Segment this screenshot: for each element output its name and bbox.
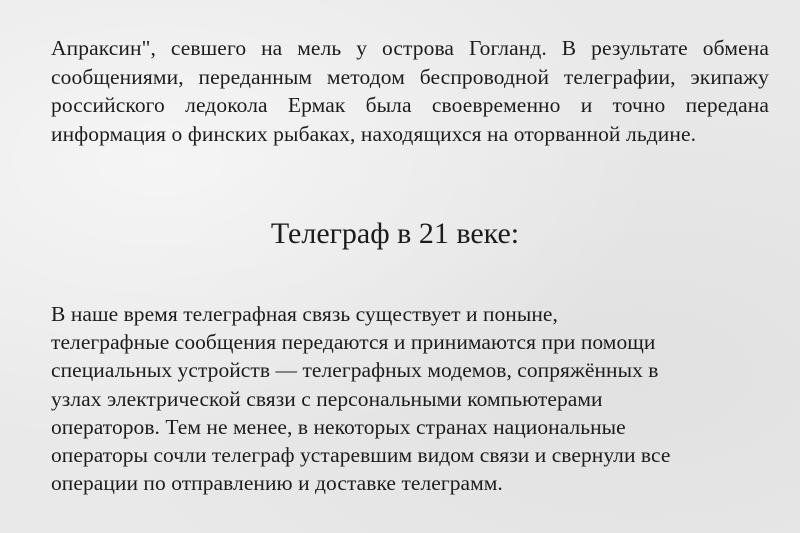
paragraph-line: специальных устройств — телеграфных модемов, сопряжённых в	[51, 358, 659, 383]
paragraph-line: узлах электрической связи с персональными компьютерами	[51, 386, 603, 411]
paragraph-line: телеграфные сообщения передаются и принимаются при помощи	[51, 330, 656, 355]
intro-paragraph: Апраксин", севшего на мель у острова Гогланд. В результате обмена сообщениями, переданным методом беспроводной телеграфии, экипажу российского ледокола Ермак была своевременно и точно передана информация о финских рыбаках, находящихся на оторванной льдине.	[51, 36, 769, 146]
section-heading: Телеграф в 21 веке:	[270, 217, 520, 250]
paragraph-line: В наше время телеграфная связь существует и поныне,	[51, 302, 558, 326]
telegraph-21st-century-paragraph	[51, 300, 771, 497]
paragraph-line: операторы сочли телеграф устаревшим видом связи и свернули все	[51, 443, 671, 468]
paragraph-line: операции по отправлению и доставке телеграмм.	[51, 471, 503, 496]
paragraph-line: операторов. Тем не менее, в некоторых странах национальные	[51, 414, 626, 439]
